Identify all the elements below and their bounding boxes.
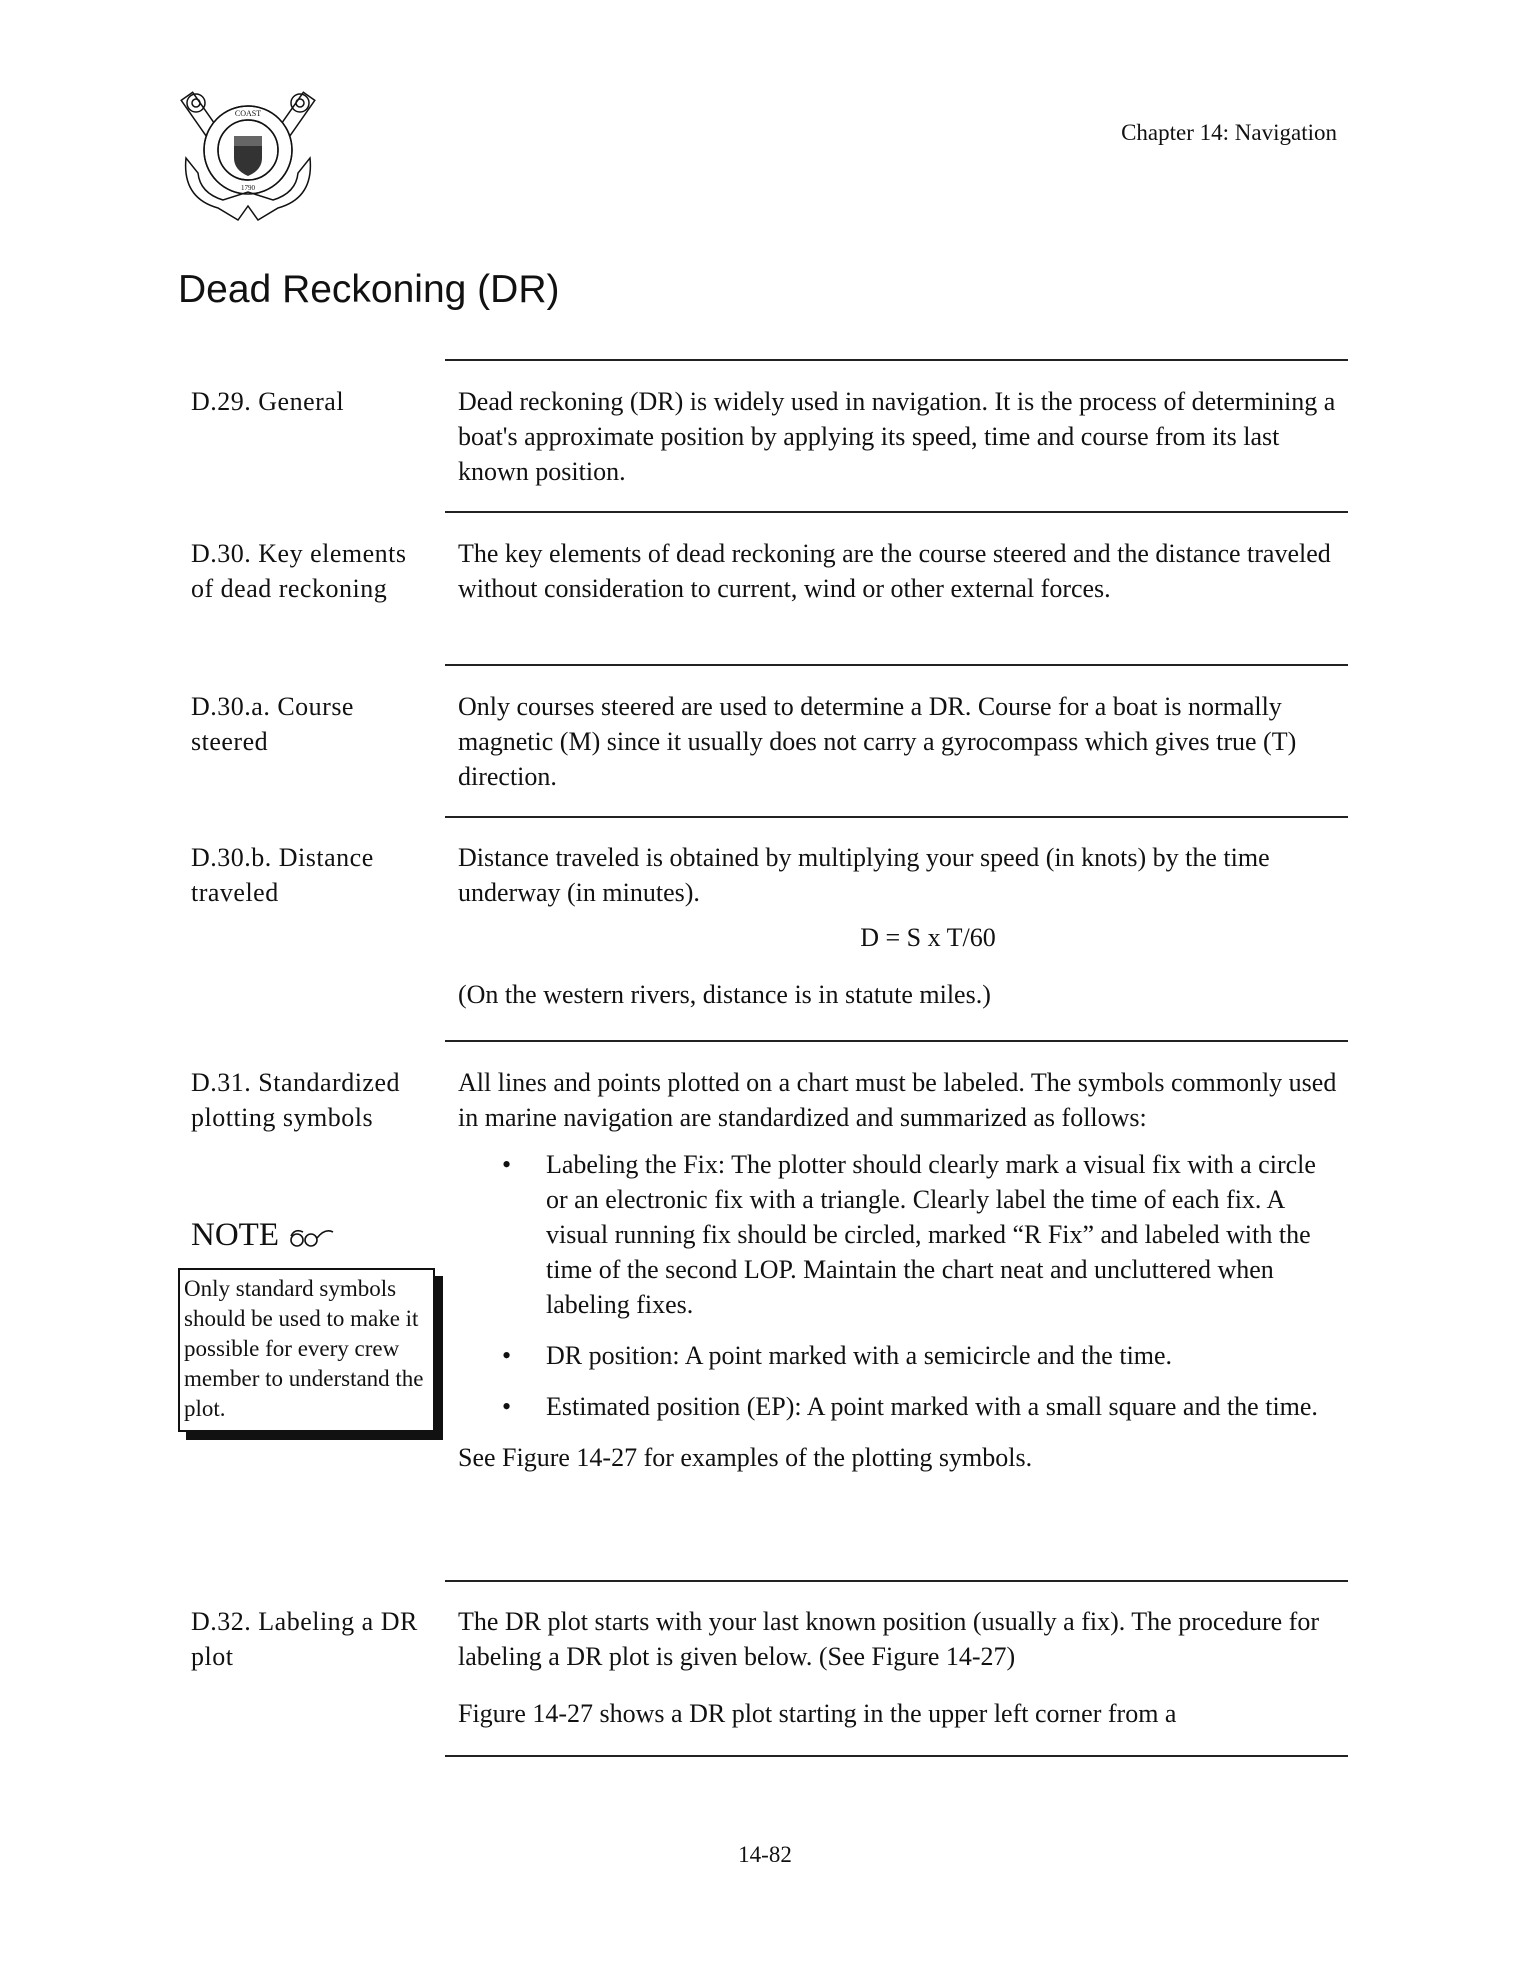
bullet: • [502,1392,512,1421]
paragraph: Figure 14-27 shows a DR plot starting in the upper left corner from a [458,1699,1177,1728]
paragraph: The DR plot starts with your last known position (usually a fix). The procedure for labeling a DR plot is given below. (See Figure 14-27) [458,1607,1319,1671]
note-box: Only standard symbols should be used to make it possible for every crew member to understand the plot. [178,1268,435,1432]
paragraph: Distance traveled is obtained by multiplying your speed (in knots) by the time underway (in minutes). [458,843,1270,907]
section-body [458,536,1338,628]
divider [445,359,1348,361]
page-number: 14-82 [738,1842,792,1867]
divider [445,1040,1348,1042]
distance-formula: D = S x T/60 [860,923,996,952]
section-body [458,384,1338,511]
paragraph: See Figure 14-27 for examples of the plotting symbols. [458,1443,1033,1472]
section-label: D.30.b. Distance traveled [191,843,374,907]
list-item: • Labeling the Fix: The plotter should clearly mark a visual fix with a circle or an electronic fix with a triangle. Clearly label the time of each fix. A visual running fix should be circled, marked “R Fix” and labeled with the time of the second LOP. Maintain the chart neat and uncluttered when labeling fixes. [458,1147,1338,1322]
section-label: D.30. Key elements of dead reckoning [191,539,407,603]
section-body [458,1604,1338,1753]
paragraph: Only courses steered are used to determine a DR. Course for a boat is normally magnetic (M) since it usually does not carry a gyrocompass which gives true (T) direction. [458,692,1297,791]
section-body [458,689,1338,816]
divider [445,1755,1348,1757]
section-body [458,840,1338,1034]
divider [445,511,1348,513]
section-label: D.32. Labeling a DR plot [191,1607,418,1671]
bullet: • [502,1150,512,1179]
chapter-header: Chapter 14: Navigation [1121,120,1337,145]
paragraph: All lines and points plotted on a chart must be labeled. The symbols commonly used in marine navigation are standardized and summarized as follows: [458,1068,1337,1132]
page-title: Dead Reckoning (DR) [178,268,560,311]
paragraph: Dead reckoning (DR) is widely used in navigation. It is the process of determining a boat's approximate position by applying its speed, time and course from its last known position. [458,387,1336,486]
section-label: D.29. General [191,387,345,416]
list-item: • Estimated position (EP): A point marked with a small square and the time. [458,1389,1338,1424]
section-label: D.31. Standardized plotting symbols [191,1068,401,1132]
note-heading: NOTE [191,1217,335,1254]
svg-text:COAST: COAST [234,109,262,118]
list-item: • DR position: A point marked with a semicircle and the time. [458,1338,1338,1373]
symbol-list [458,1147,1338,1424]
paragraph: The key elements of dead reckoning are the course steered and the distance traveled without consideration to current, wind or other external forces. [458,539,1331,603]
paragraph: (On the western rivers, distance is in statute miles.) [458,980,991,1009]
svg-text:1790: 1790 [241,184,255,192]
coast-guard-seal-logo [178,88,318,223]
divider [445,1580,1348,1582]
divider [445,664,1348,666]
section-body [458,1065,1338,1497]
glasses-icon [287,1226,335,1248]
bullet: • [502,1341,512,1370]
section-label: D.30.a. Course steered [191,692,354,756]
divider [445,816,1348,818]
